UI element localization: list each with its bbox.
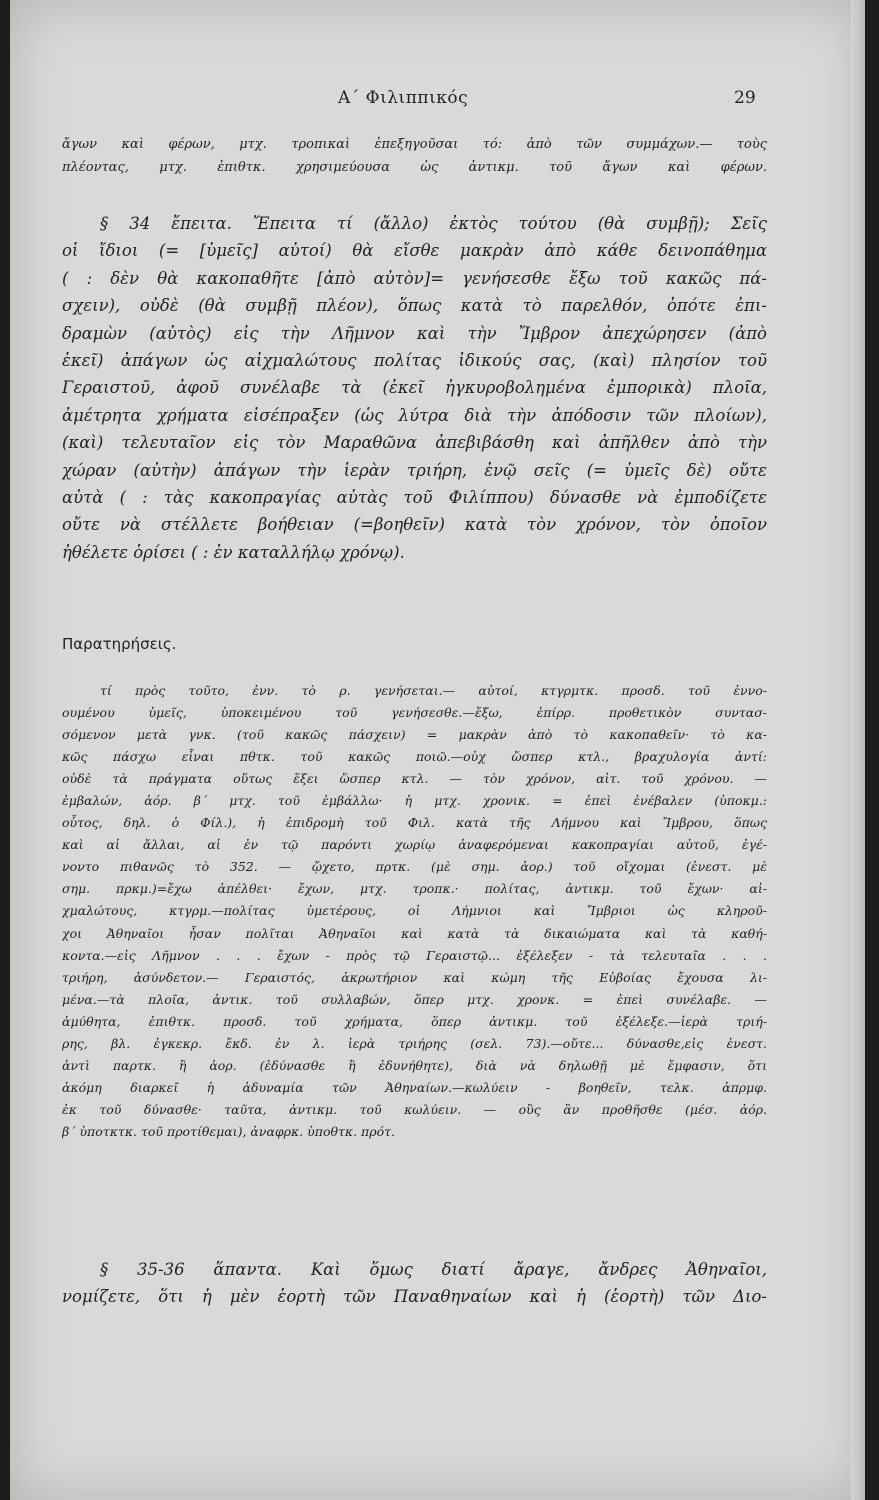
text-line: ἀμέτρητα χρήματα εἰσέπραξεν (ὡς λύτρα διὰ τὴν ἀπόδοσιν τῶν πλοίων), <box>62 405 767 425</box>
text-line: οὗτος, δηλ. ὁ Φίλ.), ἡ ἐπιδρομὴ τοῦ Φιλ. κατὰ τῆς Λήμνου καὶ Ἴμβρου, ὅπως <box>62 815 767 831</box>
section-35-paragraph <box>62 1256 767 1311</box>
text-line: οὔτε νὰ στέλλετε βοήθειαν (=βοηθεῖν) κατὰ τὸν χρόνον, τὸν ὁποῖον <box>62 515 767 535</box>
text-line: κῶς πάσχω εἶναι πθτκ. τοῦ κακῶς ποιῶ.—οὐχ ὥσπερ κτλ., βραχυλογία ἀντί: <box>62 749 767 765</box>
text-line: Γεραιστοῦ, ἀφοῦ συνέλαβε τὰ (ἐκεῖ ἠγκυροβολημένα ἐμπορικὰ) πλοῖα, <box>62 378 767 398</box>
text-line: ἐμβαλών, ἀόρ. β΄ μτχ. τοῦ ἐμβάλλω· ἡ μτχ. χρονικ. = ἐπεὶ ἐνέβαλεν (ὑποκμ.: <box>62 793 767 809</box>
continued-notes <box>62 133 767 179</box>
text-line: δραμὼν (αὐτὸς) εἰς τὴν Λῆμνον καὶ τὴν Ἴμβρον ἀπεχώρησεν (ἀπὸ <box>62 323 767 343</box>
text-line: ἀντὶ παρτκ. ἢ ἀορ. (ἐδύνασθε ἢ ἐδυνήθητε), διὰ νὰ δηλωθῇ μὲ ἔμφασιν, ὅτι <box>62 1057 767 1073</box>
notes-paragraph <box>62 680 767 1143</box>
text-line: χοι Ἀθηναῖοι ἦσαν πολῖται Ἀθηναῖοι καὶ κατὰ τὰ δικαιώματα καὶ τὰ καθή- <box>62 925 767 941</box>
text-line: νομίζετε, ὅτι ἡ μὲν ἑορτὴ τῶν Παναθηναίων καὶ ἡ (ἑορτὴ) τῶν Διο- <box>62 1287 767 1307</box>
text-line: ( : δὲν θὰ κακοπαθῆτε [ἀπὸ αὐτὸν]= γενήσεσθε ἔξω τοῦ κακῶς πά- <box>62 268 767 288</box>
text-line: σόμενον μετὰ γνκ. (τοῦ κακῶς πάσχειν) = μακρὰν ἀπὸ τὸ κακοπαθεῖν· τὸ κα- <box>62 727 767 743</box>
text-line: § 35-36 ἅπαντα. Καὶ ὅμως διατί ἄραγε, ἄνδρες Ἀθηναῖοι, <box>100 1260 767 1279</box>
text-line: (καὶ) τελευταῖον εἰς τὸν Μαραθῶνα ἀπεβιβάσθη καὶ ἀπῆλθεν ἀπὸ τὴν <box>62 433 767 453</box>
text-line: σημ. πρκμ.)=ἔχω ἀπέλθει· ἔχων, μτχ. τροπκ.· πολίτας, ἀντικμ. τοῦ ἔχων· αἰ- <box>62 881 767 897</box>
text-line: § 34 ἔπειτα. Ἔπειτα τί (ἄλλο) ἐκτὸς τούτου (θὰ συμβῇ); Σεῖς <box>100 214 767 233</box>
text-line: μένα.—τὰ πλοῖα, ἀντικ. τοῦ συλλαβών, ὅπερ μτχ. χρονκ. = ἐπεὶ συνέλαβε. — <box>62 991 767 1007</box>
running-head: Α΄ Φιλιππικός <box>338 88 469 108</box>
text-line: οὐδὲ τὰ πράγματα οὕτως ἕξει ὥσπερ κτλ. — τὸν χρόνον, αἰτ. τοῦ χρόνου. — <box>62 771 767 787</box>
text-line: αὐτὰ ( : τὰς κακοπραγίας αὐτὰς τοῦ Φιλίππου) δύνασθε νὰ ἐμποδίζετε <box>62 488 767 508</box>
text-line: οἱ ἴδιοι (= [ὑμεῖς] αὐτοί) θὰ εἴσθε μακρὰν ἀπὸ κάθε δεινοπάθημα <box>62 241 767 261</box>
page-number: 29 <box>734 88 756 108</box>
text-line: β΄ ὑποτκτκ. τοῦ προτίθεμαι), ἀναφρκ. ὑποθτκ. πρότ. <box>62 1123 396 1139</box>
text-line: ἀμύθητα, ἐπιθτκ. προσδ. τοῦ χρήματα, ὅπερ ἀντικμ. τοῦ ἐξέλεξε.—ἱερὰ τριή- <box>62 1013 767 1029</box>
text-line: ἐκεῖ) ἀπάγων ὡς αἰχμαλώτους πολίτας ἰδικούς σας, (καὶ) πλησίον τοῦ <box>62 351 767 371</box>
page-header <box>10 88 865 114</box>
text-line: ρης, βλ. ἐγκεκρ. ἔκδ. ἐν λ. ἱερὰ τριήρης (σελ. 73).—οὔτε... δύνασθε,εἰς ἐνεστ. <box>62 1035 767 1051</box>
text-line: ἄγων καὶ φέρων, μτχ. τροπικαὶ ἐπεξηγοῦσαι τό: ἀπὸ τῶν συμμάχων.— τοὺς <box>62 137 767 152</box>
text-line: ἐκ τοῦ δύνασθε· ταῦτα, ἀντικμ. τοῦ κωλύειν. — οὓς ἂν προθῆσθε (μέσ. ἀόρ. <box>62 1101 767 1117</box>
text-line: κοντα.—εἰς Λῆμνον . . . ἔχων - πρὸς τῷ Γεραιστῷ... ἐξέλεξεν - τὰ τελευταῖα . . . <box>62 947 767 963</box>
notes-heading: Παρατηρήσεις. <box>62 635 177 653</box>
text-line: ἠθέλετε ὁρίσει ( : ἐν καταλλήλῳ χρόνῳ). <box>62 542 405 562</box>
page-edge-shadow <box>851 0 865 1500</box>
text-line: νοντο πιθανῶς τὸ 352. — ᾤχετο, πρτκ. (μὲ σημ. ἀορ.) τοῦ οἴχομαι (ἐνεστ. μὲ <box>62 859 767 875</box>
text-line: καὶ αἱ ἄλλαι, αἱ ἐν τῷ παρόντι χωρίῳ ἀναφερόμεναι κακοπραγίαι αὐτοῦ, ἐγέ- <box>62 837 767 853</box>
text-line: ἀκόμη διαρκεῖ ἡ ἀδυναμία τῶν Ἀθηναίων.—κωλύειν - βοηθεῖν, τελκ. ἀπρμφ. <box>62 1079 767 1095</box>
text-line: χώραν (αὐτὴν) ἀπάγων τὴν ἱερὰν τριήρη, ἐνῷ σεῖς (= ὑμεῖς δὲ) οὔτε <box>62 460 767 480</box>
text-line: τριήρη, ἀσύνδετον.— Γεραιστός, ἀκρωτήριον καὶ κώμη τῆς Εὐβοίας ἔχουσα λι- <box>62 969 767 985</box>
text-line: χμαλώτους, κτγρμ.—πολίτας ὑμετέρους, οἱ Λήμνιοι καὶ Ἴμβριοι ὡς κληροῦ- <box>62 903 767 919</box>
section-34-paragraph <box>62 210 767 566</box>
text-line: ουμένου ὑμεῖς, ὑποκειμένου τοῦ γενήσεσθε.—ἔξω, ἐπίρρ. προθετικὸν συντασ- <box>62 705 767 721</box>
text-line: πλέοντας, μτχ. ἐπιθτκ. χρησιμεύουσα ὡς ἀντικμ. τοῦ ἄγων καὶ φέρων. <box>62 160 767 175</box>
text-line: σχειν), οὐδὲ (θὰ συμβῇ πλέον), ὅπως κατὰ τὸ παρελθόν, ὁπότε ἐπι- <box>62 296 767 316</box>
book-page <box>10 0 865 1500</box>
text-line: τί πρὸς τοῦτο, ἐνν. τὸ ρ. γενήσεται.— αὐτοί, κτγρμτκ. προσδ. τοῦ ἐννο- <box>100 683 767 698</box>
